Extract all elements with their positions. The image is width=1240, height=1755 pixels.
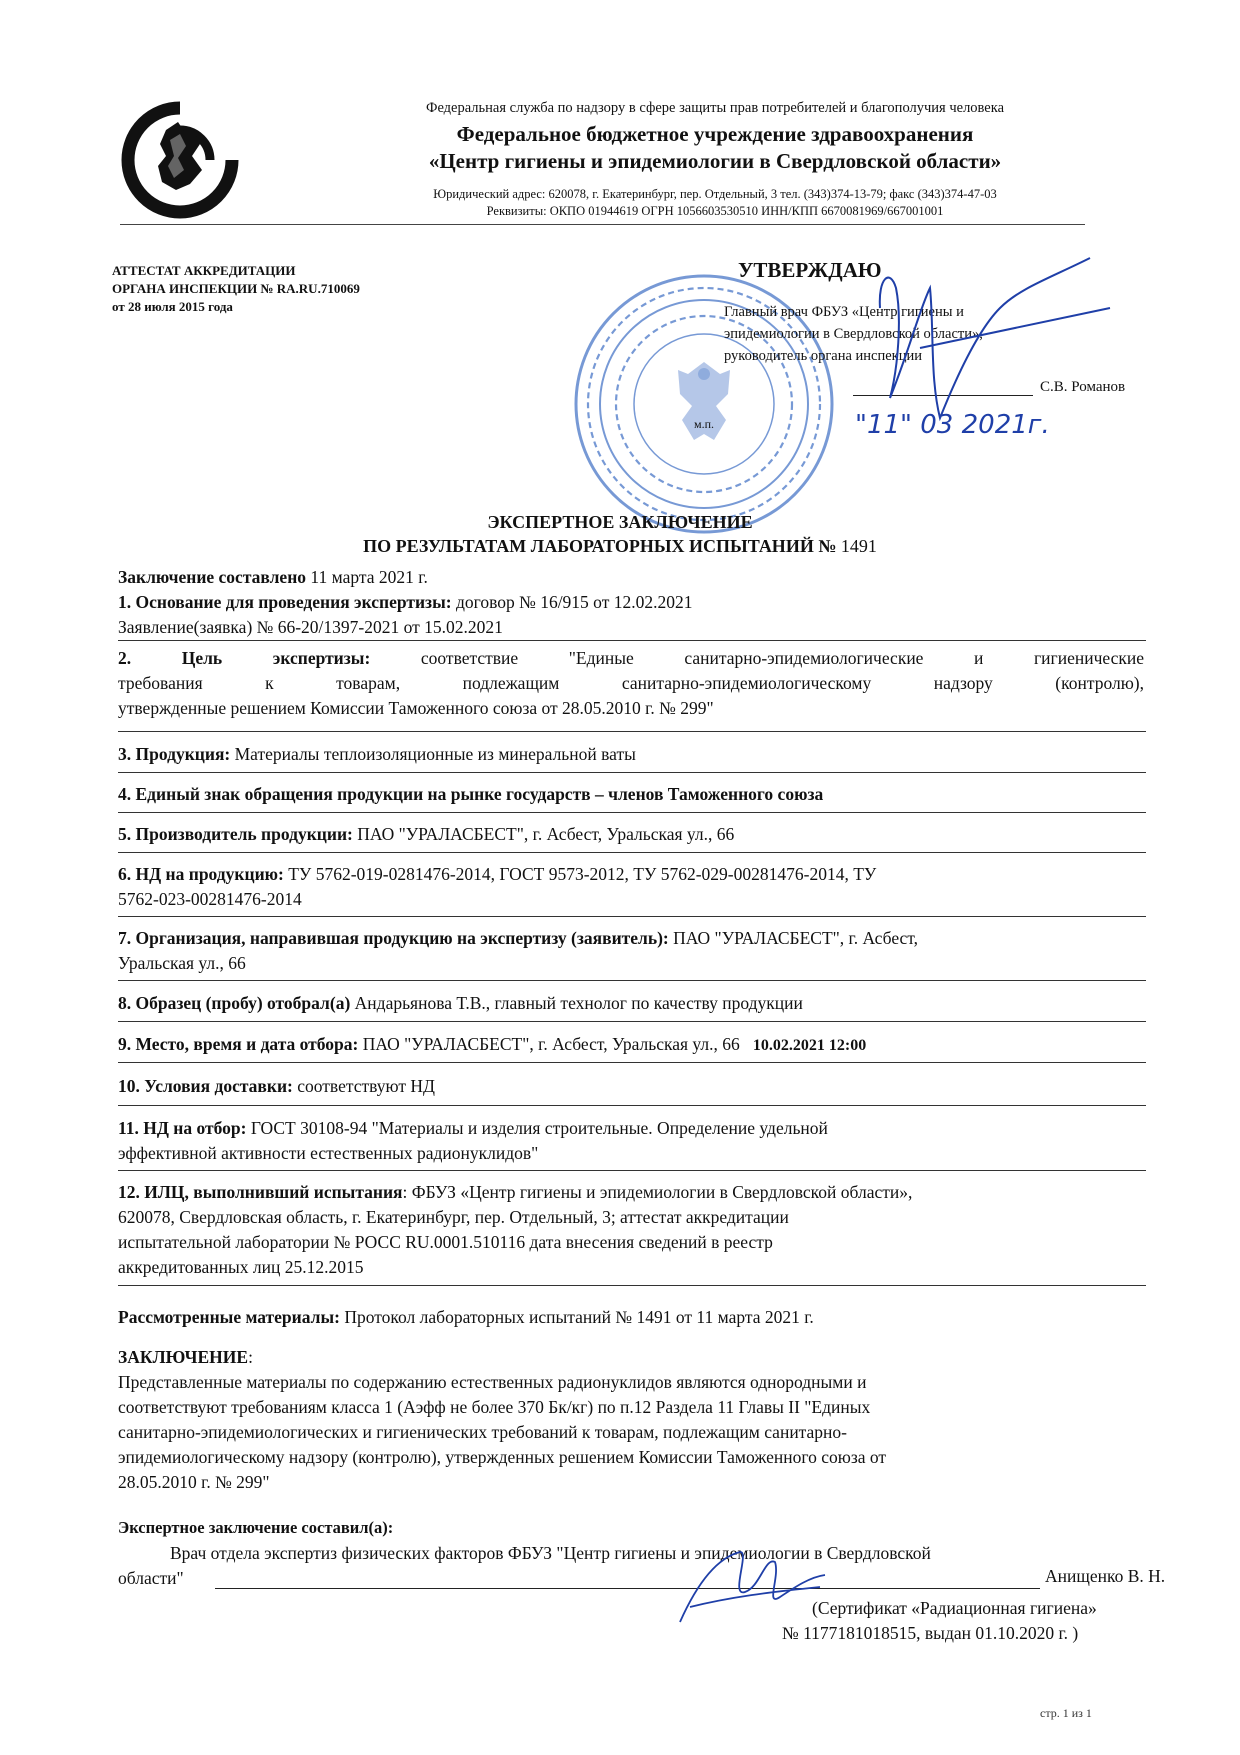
legal-address: Юридический адрес: 620078, г. Екатеринбург, пер. Отдельный, 3 тел. (343)374-13-79; факс (343)374-47-03 [433, 187, 997, 201]
item-6-value2: 5762-023-00281476-2014 [118, 889, 302, 909]
item-6 [118, 862, 1144, 912]
item-5-label: 5. Производитель продукции: [118, 824, 353, 844]
accreditation-line2: ОРГАНА ИНСПЕКЦИИ № RA.RU.710069 [112, 281, 360, 296]
item-8 [118, 991, 1144, 1016]
composed-date-row [118, 565, 1144, 590]
approval-line2: эпидемиологии в Свердловской области», [724, 326, 983, 342]
approval-title: УТВЕРЖДАЮ [738, 258, 882, 282]
conclusion-line4: эпидемиологическому надзору (контролю), утвержденных решением Комиссии Таможенного союза от [118, 1447, 887, 1467]
document-subtitle [140, 536, 1100, 557]
item-12-value3: испытательной лаборатории № РОСС RU.0001.510116 дата внесения сведений в реестр [118, 1232, 773, 1252]
composed-value: 11 марта 2021 г. [310, 567, 428, 587]
expert-name: Анищенко В. Н. [1045, 1566, 1166, 1586]
document-number: 1491 [840, 536, 877, 556]
item-7-label: 7. Организация, направившая продукцию на экспертизу (заявитель): [118, 928, 669, 948]
organization-name-line2: «Центр гигиены и эпидемиологии в Свердловской области» [428, 149, 1002, 173]
item-10 [118, 1074, 1144, 1099]
item-10-label: 10. Условия доставки: [118, 1076, 293, 1096]
conclusion-line1: Представленные материалы по содержанию естественных радионуклидов являются однородными и [118, 1372, 867, 1392]
accreditation-block [112, 262, 360, 316]
divider [118, 916, 1146, 917]
accreditation-line1: АТТЕСТАТ АККРЕДИТАЦИИ [112, 263, 296, 278]
item-1 [118, 590, 1144, 640]
document-title: ЭКСПЕРТНОЕ ЗАКЛЮЧЕНИЕ [487, 512, 753, 532]
divider [118, 812, 1146, 813]
item-3-label: 3. Продукция: [118, 744, 231, 764]
conclusion-line5: 28.05.2010 г. № 299" [118, 1472, 270, 1492]
conclusion-line3: санитарно-эпидемиологических и гигиенических требований к товарам, подлежащим санитарно- [118, 1422, 848, 1442]
divider [118, 980, 1146, 981]
item-4 [118, 782, 1144, 807]
expert-line2: области" [118, 1568, 184, 1588]
expert-signature [670, 1537, 830, 1632]
item-2-value1: соответствие "Единые санитарно-эпидемиологические и гигиенические [420, 648, 1144, 668]
expert-signature-line [215, 1588, 1040, 1589]
agency-name: Федеральная служба по надзору в сфере защиты прав потребителей и благополучия человека [425, 100, 1005, 116]
organization-logo [120, 100, 240, 220]
divider [118, 1285, 1146, 1286]
expert-certificate-line2: № 1177181018515, выдан 01.10.2020 г. ) [782, 1623, 1079, 1643]
divider [118, 1062, 1146, 1063]
item-11-label: 11. НД на отбор: [118, 1118, 247, 1138]
item-2-label: 2. Цель экспертизы: [118, 648, 371, 668]
header-divider [120, 224, 1085, 225]
item-1-value2: Заявление(заявка) № 66-20/1397-2021 от 15.02.2021 [118, 617, 503, 637]
item-10-value: соответствуют НД [297, 1076, 435, 1096]
approval-line1: Главный врач ФБУЗ «Центр гигиены и [724, 304, 964, 320]
divider [118, 772, 1146, 773]
item-12 [118, 1180, 1144, 1280]
approver-signature [850, 248, 1130, 458]
divider [118, 1021, 1146, 1022]
item-2-value3: утвержденные решением Комиссии Таможенного союза от 28.05.2010 г. № 299" [118, 698, 714, 718]
divider [118, 640, 1146, 641]
requisites: Реквизиты: ОКПО 01944619 ОГРН 1056603530510 ИНН/КПП 6670081969/667001001 [486, 204, 944, 218]
divider [118, 1105, 1146, 1106]
divider [118, 1170, 1146, 1171]
item-3-value: Материалы теплоизоляционные из минеральной ваты [234, 744, 636, 764]
item-1-value: договор № 16/915 от 12.02.2021 [455, 592, 693, 612]
item-2-value2: требования к товарам, подлежащим санитарно-эпидемиологическому надзору (контролю), [118, 673, 1144, 693]
item-11 [118, 1116, 1144, 1166]
item-9 [118, 1032, 1144, 1058]
item-4-label: 4. Единый знак обращения продукции на рынке государств – членов Таможенного союза [118, 784, 824, 804]
approver-name: С.В. Романов [1040, 379, 1126, 395]
expert-label: Экспертное заключение составил(а): [118, 1518, 394, 1537]
divider [118, 731, 1146, 732]
item-6-label: 6. НД на продукцию: [118, 864, 284, 884]
item-11-value1: ГОСТ 30108-94 "Материалы и изделия строительные. Определение удельной [250, 1118, 828, 1138]
item-9-label: 9. Место, время и дата отбора: [118, 1034, 359, 1054]
conclusion-colon: : [248, 1347, 253, 1367]
conclusion-label: ЗАКЛЮЧЕНИЕ [118, 1347, 249, 1367]
item-5 [118, 822, 1144, 847]
item-11-value2: эффективной активности естественных радионуклидов" [118, 1143, 539, 1163]
expert-line1: Врач отдела экспертиз физических факторов ФБУЗ "Центр гигиены и эпидемиологии в Свердловской [170, 1543, 931, 1563]
conclusion-block [118, 1345, 1144, 1495]
item-8-value: Андарьянова Т.В., главный технолог по качеству продукции [354, 993, 803, 1013]
accreditation-line3: от 28 июля 2015 года [112, 299, 233, 314]
approval-handwritten-date: "11" 03 2021г. [855, 410, 1050, 440]
item-9-value: ПАО "УРАЛАСБЕСТ", г. Асбест, Уральская ул., 66 [362, 1034, 740, 1054]
item-7-value1: ПАО "УРАЛАСБЕСТ", г. Асбест, [673, 928, 919, 948]
composed-label: Заключение составлено [118, 567, 307, 587]
item-12-value1: : ФБУЗ «Центр гигиены и эпидемиологии в Свердловской области», [402, 1182, 913, 1202]
item-7 [118, 926, 1144, 976]
item-5-value: ПАО "УРАЛАСБЕСТ", г. Асбест, Уральская ул., 66 [357, 824, 735, 844]
item-2 [118, 646, 1144, 721]
stamp-place-label: м.п. [694, 417, 715, 431]
divider [118, 852, 1146, 853]
item-12-label: 12. ИЛЦ, выполнивший испытания [118, 1182, 403, 1202]
reviewed-label: Рассмотренные материалы: [118, 1307, 340, 1327]
approval-line3: руководитель органа инспекции [724, 348, 923, 364]
item-12-value4: аккредитованных лиц 25.12.2015 [118, 1257, 364, 1277]
item-8-label: 8. Образец (пробу) отобрал(а) [118, 993, 351, 1013]
item-6-value1: ТУ 5762-019-0281476-2014, ГОСТ 9573-2012, ТУ 5762-029-00281476-2014, ТУ [288, 864, 877, 884]
item-1-label: 1. Основание для проведения экспертизы: [118, 592, 452, 612]
reviewed-value: Протокол лабораторных испытаний № 1491 от 11 марта 2021 г. [344, 1307, 814, 1327]
expert-certificate-line1: (Сертификат «Радиационная гигиена» [812, 1598, 1097, 1618]
reviewed-materials [118, 1305, 1144, 1330]
organization-name-line1: Федеральное бюджетное учреждение здравоохранения [456, 122, 974, 146]
item-12-value2: 620078, Свердловская область, г. Екатеринбург, пер. Отдельный, 3; аттестат аккредитации [118, 1207, 789, 1227]
item-3 [118, 742, 1144, 767]
item-7-value2: Уральская ул., 66 [118, 953, 246, 973]
document-subtitle-label: ПО РЕЗУЛЬТАТАМ ЛАБОРАТОРНЫХ ИСПЫТАНИЙ № [363, 536, 837, 556]
item-9-datetime: 10.02.2021 12:00 [752, 1037, 867, 1054]
page-number: стр. 1 из 1 [1040, 1706, 1092, 1720]
expert-label-row [118, 1515, 1144, 1540]
expert-position [118, 1541, 1144, 1566]
conclusion-line2: соответствуют требованиям класса 1 (Аэфф не более 370 Бк/кг) по п.12 Раздела 11 Главы II "Единых [118, 1397, 871, 1417]
